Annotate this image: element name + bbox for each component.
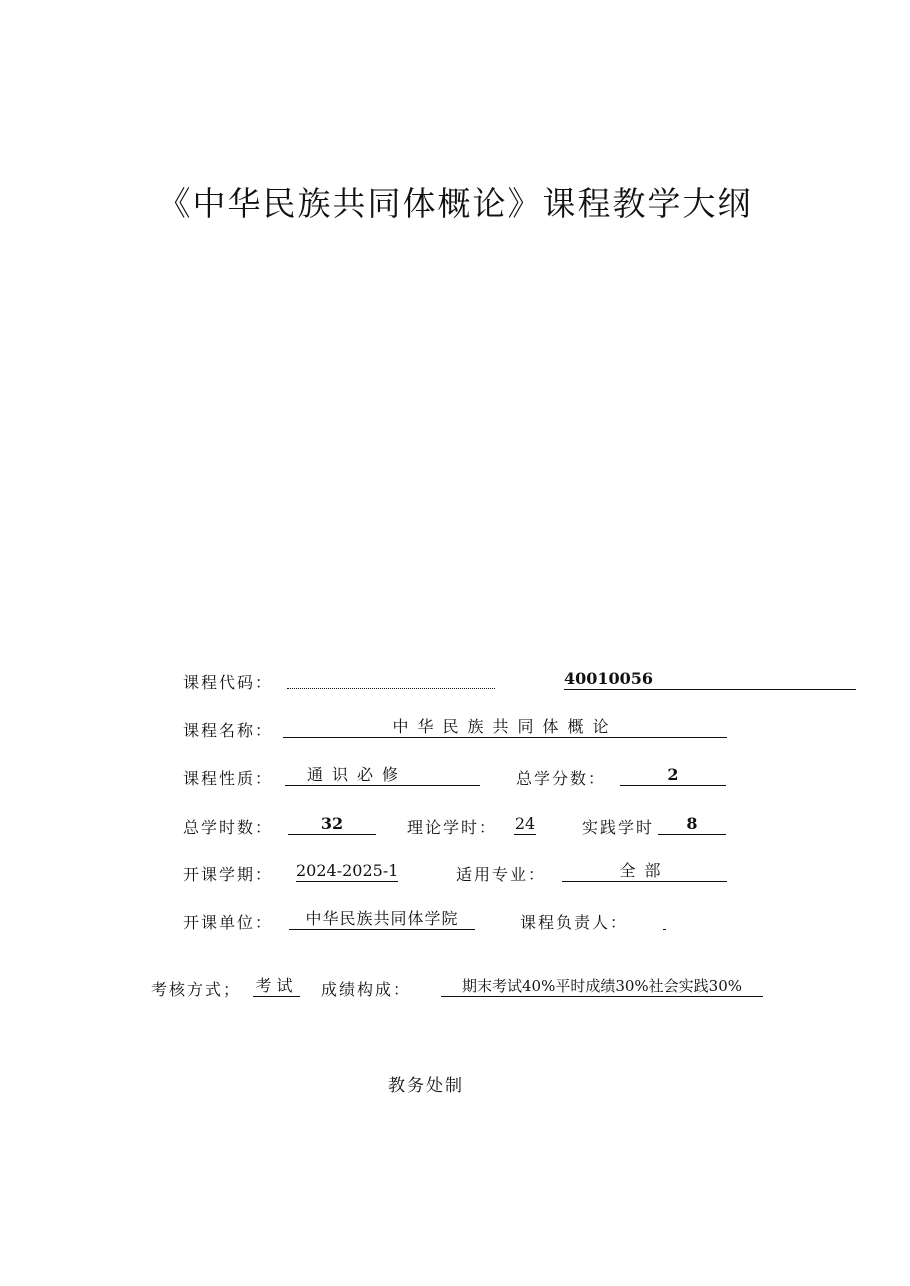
practice-hours-label: 实践学时	[582, 818, 655, 837]
semester-value: 2024-2025-1	[296, 861, 399, 880]
total-hours-value: 32	[288, 815, 376, 835]
document-title: 《中华民族共同体概论》课程教学大纲	[157, 184, 753, 223]
applicable-major-label: 适用专业：	[456, 865, 547, 884]
grade-composition-value: 期末考试40%平时成绩30%社会实践30%	[441, 977, 763, 997]
course-code-value: 40010056	[564, 670, 856, 690]
total-credits-label: 总学分数：	[516, 769, 607, 788]
course-nature-value	[285, 766, 480, 786]
theory-hours-label: 理论学时：	[407, 818, 498, 837]
course-leader-value	[663, 910, 666, 930]
practice-hours-value: 8	[658, 815, 726, 835]
course-leader-label: 课程负责人：	[520, 913, 629, 932]
teaching-unit-label: 开课单位：	[183, 913, 274, 932]
course-name-label: 课程名称：	[183, 721, 274, 740]
course-nature-label: 课程性质：	[183, 769, 274, 788]
grade-composition-label: 成绩构成：	[321, 980, 412, 999]
issuer-footer: 教务处制	[388, 1076, 464, 1096]
total-hours-label: 总学时数：	[183, 818, 274, 837]
applicable-major-value: 全部	[562, 862, 727, 882]
course-code-label: 课程代码：	[183, 673, 274, 692]
course-name-value: 中华民族共同体概论	[283, 718, 727, 738]
teaching-unit-value: 中华民族共同体学院	[289, 910, 475, 930]
assessment-method-label: 考核方式；	[151, 980, 242, 999]
course-code-blank-line	[287, 670, 495, 689]
theory-hours-value: 24	[514, 814, 536, 833]
course-nature-text: 通识必修	[307, 765, 408, 784]
assessment-method-value: 考试	[253, 977, 300, 997]
semester-label: 开课学期：	[183, 865, 274, 884]
total-credits-value: 2	[620, 766, 726, 786]
